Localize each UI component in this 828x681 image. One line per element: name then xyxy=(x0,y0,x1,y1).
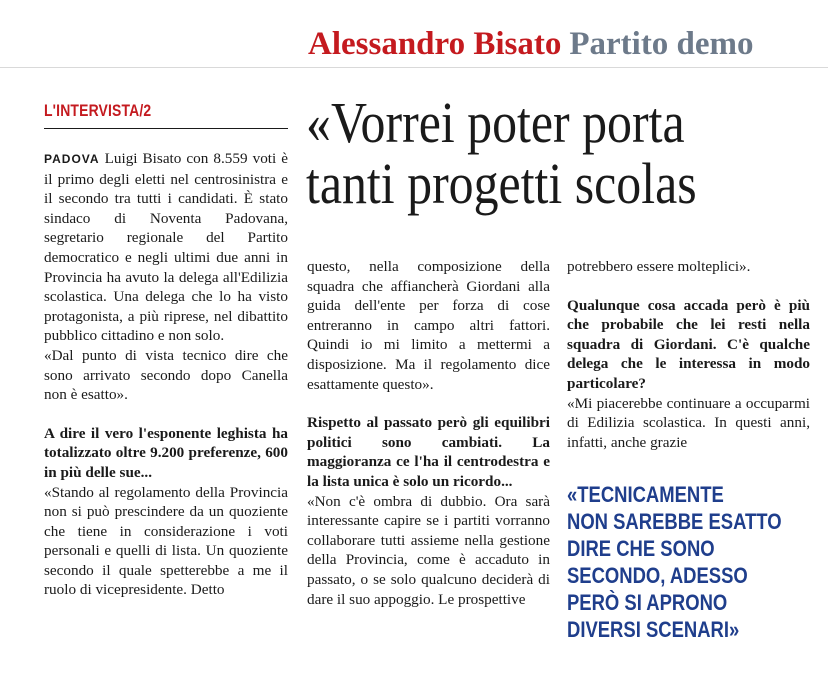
pull-quote-line: DIVERSI SCENARI» xyxy=(567,617,740,642)
spacer xyxy=(44,405,288,424)
paragraph: potrebbero essere molteplici». xyxy=(567,258,751,275)
pull-quote-line: «TECNICAMENTE xyxy=(567,482,724,507)
question: Rispetto al passato però gli equilibri politici sono cambiati. La maggioranza ce l'ha il centrodestra e la lista unica è solo un ricordo... xyxy=(307,414,550,490)
pull-quote-line: SECONDO, ADESSO xyxy=(567,563,748,588)
paragraph: «Mi piacerebbe continuare a occuparmi di Edilizia scolastica. In questi anni, infatti, anche grazie xyxy=(567,394,810,451)
paragraph: «Dal punto di vista tecnico dire che sono arrivato secondo dopo Canella non è esatto». xyxy=(44,346,288,404)
pull-quote-line: NON SAREBBE ESATTO xyxy=(567,509,782,534)
party-name: Partito demo xyxy=(569,26,754,62)
paragraph: «Stando al regolamento della Provincia non si può prescindere da un quoziente che tiene in considerazione i voti personali e quelli di lista. Un quoziente secondo il quale spetterebbe a me il ruolo di vicepresidente. Detto xyxy=(44,483,288,599)
top-rule xyxy=(0,67,828,68)
pull-quote xyxy=(567,481,782,643)
text-column-2 xyxy=(307,257,550,609)
author-header xyxy=(308,24,754,64)
paragraph: questo, nella composizione della squadra che affiancherà Giordani alla guida dell'ente per forza di cose entreranno in campo altri fattori. Quindi io mi limito a mettermi a disposizione. Ma il regolamento dice esattamente questo». xyxy=(307,258,550,393)
question: Qualunque cosa accada però è più che probabile che lei resti nella squadra di Giordani. C'è qualche delega che le interessa in modo particolare? xyxy=(567,296,810,392)
title-line-2: tanti progetti scolas xyxy=(306,151,697,216)
question: A dire il vero l'esponente leghista ha totalizzato oltre 9.200 preferenze, 600 in più delle sue... xyxy=(44,424,288,481)
pull-quote-line: PERÒ SI APRONO xyxy=(567,590,728,615)
title-line-1: «Vorrei poter porta xyxy=(306,90,685,155)
paragraph xyxy=(44,149,288,346)
author-name: Alessandro Bisato xyxy=(308,26,562,62)
pull-quote-line: DIRE CHE SONO xyxy=(567,536,715,561)
kicker-rule xyxy=(44,128,288,129)
spacer xyxy=(567,277,810,296)
paragraph: «Non c'è ombra di dubbio. Ora sarà interessante capire se i partiti vorranno collaborare tutti assieme nella gestione della Provincia, come è accaduto in passato, o se solo qualcuno deciderà di dare il suo appoggio. Le prospettive xyxy=(307,492,550,608)
article-title xyxy=(306,92,788,214)
text-column-1 xyxy=(44,149,288,600)
section-kicker: L'INTERVISTA/2 xyxy=(44,101,152,120)
spacer xyxy=(307,394,550,413)
placeline: PADOVA xyxy=(44,152,100,166)
paragraph-text: Luigi Bisato con 8.559 voti è il primo degli eletti nel centrosinistra e il secondo tra tutti i candidati. È stato sindaco di Noventa Padovana, segretario regionale del Partito democratico e negli ultimi due anni in Provincia ha avuto la delega all'Edilizia scolastica. Una delega che lo ha visto protagonista, a più riprese, nel dibattito pubblico cittadino e non solo. xyxy=(44,150,289,345)
text-column-3 xyxy=(567,257,810,452)
